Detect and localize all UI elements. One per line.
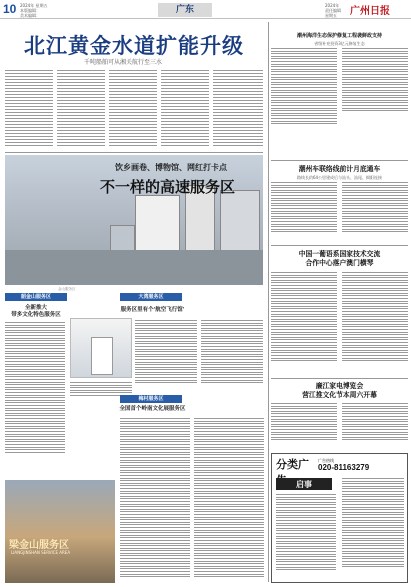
service-area-gate-photo: [5, 480, 115, 583]
gate-sign-en: LIANGJINSHAN SERVICE AREA: [11, 550, 71, 555]
right-story-3-col-2: [342, 272, 408, 363]
date-line: 2024年: [325, 3, 340, 8]
gate-sign: 梁金山服务区: [9, 540, 69, 551]
section-bar-lower: 梅村服务区: [120, 395, 182, 403]
lead-body-col-1: [5, 70, 53, 148]
right-story-1-col-1: [271, 48, 337, 126]
lead-headline[interactable]: 北江黄金水道扩能升级: [24, 34, 244, 58]
meta-line: 2024年 星期五: [20, 3, 48, 8]
section-bar-mid: 大湾服务区: [120, 293, 182, 301]
section-subhead-mid: 服务区里有个'航空飞行馆': [120, 307, 185, 313]
right-story-1-title[interactable]: 潮州海洋生态保护修复工程袭鲜政支持: [296, 33, 382, 39]
right-story-3-col-1: [271, 272, 337, 363]
page-number: 10: [3, 2, 17, 16]
meta-line: 本版编辑：: [20, 8, 40, 13]
right-story-4-title[interactable]: 廉江家电博览会 营江推文化节本周六开幕: [302, 382, 377, 399]
right-story-4-col-2: [342, 403, 408, 442]
lead-body-col-4: [161, 70, 209, 148]
divider: [5, 152, 263, 153]
feature-headline[interactable]: 不一样的高速服务区: [100, 178, 236, 196]
masthead-logo: 广州日报: [350, 6, 390, 17]
lead-body-col-3: [109, 70, 157, 148]
right-story-2-title[interactable]: 潮州车联络线前计月底通车: [298, 165, 381, 173]
page-meta: [20, 3, 47, 18]
divider: [271, 378, 408, 379]
notice-title: 启事: [276, 478, 332, 490]
section-subhead-left: 全新推大 带多文化特色服务区: [11, 305, 61, 318]
lead-subheadline: 千吨船舶可从湘关航行至三水: [84, 59, 163, 66]
lower-section-body-2: [194, 418, 264, 579]
mid-section-body-1: [135, 320, 197, 385]
ad-phone-label: 广告热线: [318, 458, 334, 463]
hall-photo: [70, 318, 132, 378]
header-date: [325, 3, 341, 18]
right-story-1-sub: 省级补充投资3亿元修复生态: [314, 41, 365, 46]
feature-kicker: 饮乡画卷、博物馆、网红打卡点: [115, 162, 227, 172]
right-story-2-col-2: [342, 182, 408, 234]
classified-ads-title: 分类广: [276, 456, 318, 470]
photo-caption: 金山服务区: [58, 287, 76, 291]
right-story-1-col-2: [342, 48, 408, 113]
mid-section-body-2: [201, 320, 263, 385]
right-story-3-title[interactable]: 中国一葡语系国家技术交流 合作中心落户澳门横琴: [298, 250, 381, 267]
date-line: 星期五: [325, 13, 337, 18]
lower-section-body-1: [120, 418, 190, 579]
lead-body-col-5: [213, 70, 263, 148]
section-tag: 广东: [158, 3, 212, 17]
notice-body-2: [342, 478, 404, 569]
column-divider: [268, 22, 269, 582]
ad-phone-number[interactable]: 020-81163279: [318, 463, 370, 472]
right-story-2-col-1: [271, 182, 337, 234]
divider: [271, 160, 408, 161]
right-story-4-col-1: [271, 403, 337, 442]
left-section-body: [5, 322, 65, 454]
section-subhead-lower: 全国首个岭南文化展服务区: [119, 406, 186, 412]
divider: [271, 245, 408, 246]
notice-body-1: [276, 494, 336, 572]
right-story-2-sub: 路线长约64公里建成后与汕头、汕尾、揭阳连接: [296, 175, 383, 180]
meta-line: 美术编辑：: [20, 13, 40, 18]
section-bar-left: 韶金山服务区: [5, 293, 67, 301]
service-area-photo: [5, 155, 263, 285]
date-line: 责任编辑: [325, 8, 341, 13]
lead-body-col-2: [57, 70, 105, 148]
